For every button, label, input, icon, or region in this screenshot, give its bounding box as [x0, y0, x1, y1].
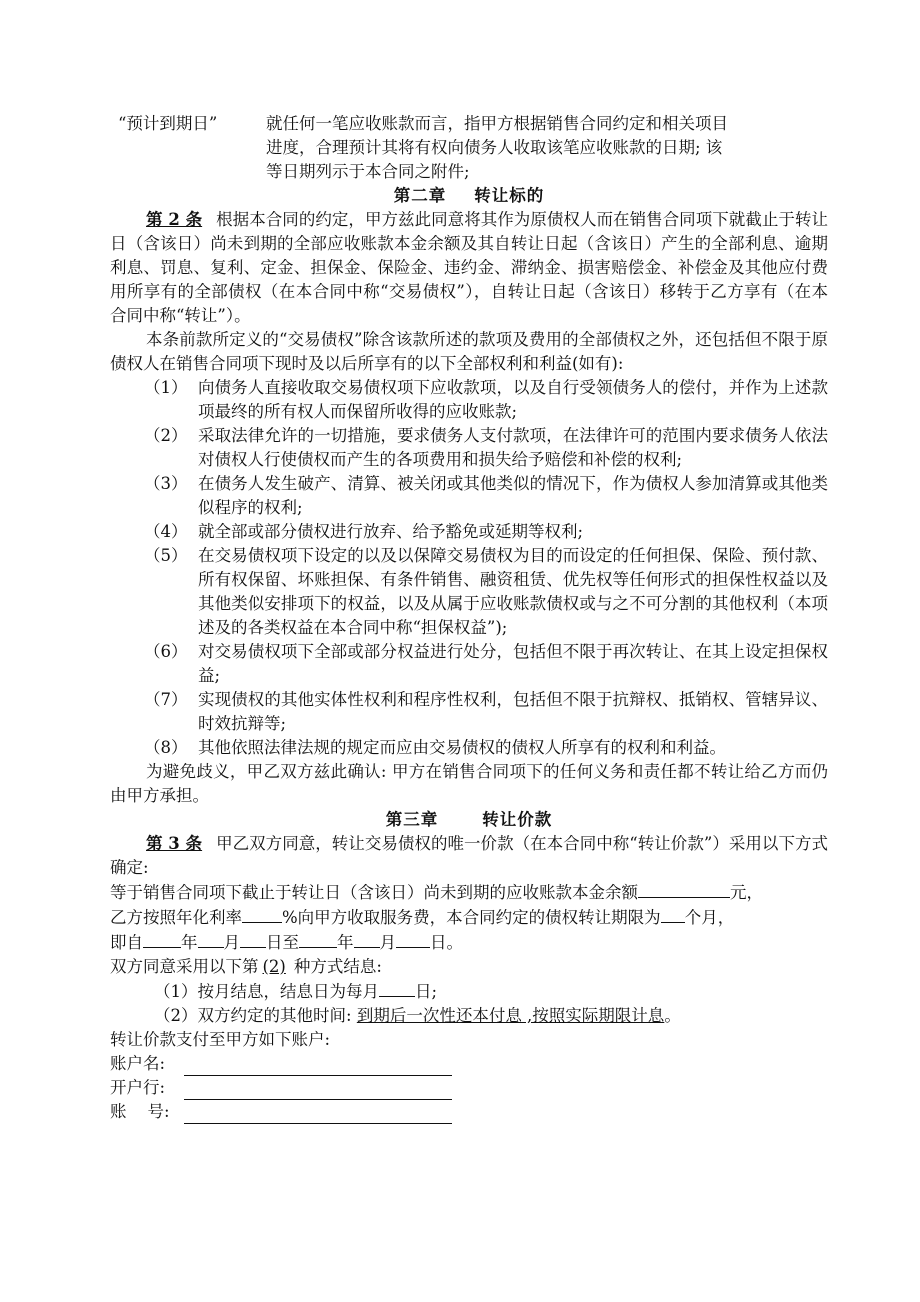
definition-row: [110, 112, 828, 184]
list-item: [110, 736, 828, 760]
definition-line: 等日期列示于本合同之附件;: [266, 162, 470, 181]
item-number: （3）: [144, 474, 188, 493]
start-month-blank[interactable]: [198, 930, 224, 948]
choice-text: 双方同意采用以下第: [110, 957, 259, 976]
list-item: [110, 424, 828, 472]
article-label: 第 3 条: [146, 834, 203, 853]
option-filled-value[interactable]: 到期后一次性还本付息 ,按照实际期限计息: [356, 1006, 665, 1025]
option-end: 日;: [415, 982, 438, 1001]
item-text: 向债务人直接收取交易债权项下应收款项，以及自行受领债务人的偿付，并作为上述款项最终的所有权人而保留所收得的应收账款;: [198, 378, 828, 421]
definition-line: 进度，合理预计其将有权向债务人收取该笔应收账款的日期; 该: [266, 138, 723, 157]
day-to-label: 日至: [266, 933, 299, 952]
monthly-day-blank[interactable]: [379, 979, 415, 997]
account-name-label: 账户名:: [110, 1054, 166, 1073]
list-item: [110, 640, 828, 688]
end-year-blank[interactable]: [299, 930, 337, 948]
item-number: （1）: [144, 378, 188, 397]
item-number: （5）: [144, 546, 188, 565]
item-text: 在交易债权项下设定的以及以保障交易债权为目的而设定的任何担保、保险、预付款、所有权保留、坏账担保、有条件销售、融资租赁、优先权等任何形式的担保性权益以及其他类似安排项下的权益，以及从属于应收账款债权或与之不可分割的其他权利（本项述及的各类权益在本合同中称“担保权益”);: [198, 546, 828, 637]
list-item: [110, 544, 828, 640]
end-month-blank[interactable]: [354, 930, 380, 948]
article-text: 甲乙双方同意，转让交易债权的唯一价款（在本合同中称“转让价款”）采用以下方式确定:: [110, 834, 828, 877]
account-number-label: 账 号:: [110, 1102, 170, 1121]
interest-option-1: [110, 979, 828, 1004]
month-label: 月: [223, 933, 240, 952]
rate-blank[interactable]: [242, 905, 282, 923]
rate-line: [110, 905, 828, 930]
currency-unit: 元，: [730, 883, 763, 902]
chapter-title: 转让标的: [474, 186, 545, 205]
choice-text-end: 种方式结息:: [293, 957, 382, 976]
chapter-number: 第二章: [393, 186, 447, 205]
article-2-para-2: 本条前款所定义的“交易债权”除含该款所述的款项及费用的全部债权之外，还包括但不限于原债权人在销售合同项下现时及以后所享有的以下全部权利和利益(如有):: [110, 330, 828, 373]
item-text: 其他依照法律法规的规定而应由交易债权的债权人所享有的权利和利益。: [198, 738, 726, 757]
choice-value[interactable]: (2): [262, 957, 286, 976]
account-number-row: [110, 1100, 828, 1124]
item-text: 在债务人发生破产、清算、被关闭或其他类似的情况下，作为债权人参加清算或其他类似程序的权利;: [198, 474, 828, 517]
payment-account-intro: 转让价款支付至甲方如下账户:: [110, 1030, 331, 1049]
contract-page: [110, 112, 828, 1124]
item-text: 就全部或部分债权进行放弃、给予豁免或延期等权利;: [198, 522, 584, 541]
item-number: （2）: [144, 426, 188, 445]
period-from: 即自: [110, 933, 143, 952]
list-item: [110, 688, 828, 736]
item-text: 采取法律允许的一切措施，要求债务人支付款项，在法律许可的范围内要求债务人依法对债权人行使债权而产生的各项费用和损失给予赔偿和补偿的权利;: [198, 426, 828, 469]
item-number: （4）: [144, 522, 188, 541]
bank-row: [110, 1076, 828, 1100]
item-text: 实现债权的其他实体性权利和程序性权利，包括但不限于抗辩权、抵销权、管辖异议、时效抗辩等;: [198, 690, 828, 733]
chapter-3-heading: [110, 808, 828, 832]
account-name-row: [110, 1052, 828, 1076]
interest-option-2: [110, 1004, 828, 1028]
option-text: （2）双方约定的其他时间:: [154, 1006, 357, 1025]
item-number: （6）: [144, 642, 188, 661]
list-item: [110, 520, 828, 544]
rate-text: 乙方按照年化利率: [110, 908, 242, 927]
item-number: （7）: [144, 690, 188, 709]
option-end: 。: [664, 1006, 681, 1025]
definition-body: [266, 112, 828, 184]
period-line: [110, 930, 828, 955]
chapter-title: 转让价款: [482, 810, 553, 829]
account-number-blank[interactable]: [184, 1105, 452, 1124]
option-text: （1）按月结息，结息日为每月: [154, 982, 379, 1001]
start-day-blank[interactable]: [240, 930, 266, 948]
article-2: [110, 208, 828, 328]
end-day-blank[interactable]: [396, 930, 430, 948]
start-year-blank[interactable]: [143, 930, 181, 948]
term-months-blank[interactable]: [661, 905, 685, 923]
bank-label: 开户行:: [110, 1078, 166, 1097]
article-label: 第 2 条: [146, 210, 203, 229]
month-label: 月: [379, 933, 396, 952]
account-name-blank[interactable]: [184, 1057, 452, 1076]
list-item: [110, 472, 828, 520]
chapter-number: 第三章: [385, 810, 439, 829]
chapter-2-heading: [110, 184, 828, 208]
principal-line: [110, 880, 828, 905]
principal-text: 等于销售合同项下截止于转让日（含该日）尚未到期的应收账款本金余额: [110, 883, 638, 902]
interest-choice-line: [110, 955, 828, 979]
day-label: 日。: [430, 933, 463, 952]
item-number: （8）: [144, 738, 188, 757]
definition-line: 就任何一笔应收账款而言，指甲方根据销售合同约定和相关项目: [266, 114, 728, 133]
year-label: 年: [181, 933, 198, 952]
year-label: 年: [337, 933, 354, 952]
months-unit: 个月，: [684, 908, 735, 927]
bank-blank[interactable]: [184, 1081, 452, 1100]
article-3: [110, 832, 828, 880]
article-2-para-3: 为避免歧义，甲乙双方兹此确认: 甲方在销售合同项下的任何义务和责任都不转让给乙方而仍由甲方承担。: [110, 762, 828, 805]
principal-amount-blank[interactable]: [638, 880, 730, 898]
definition-term: “预计到期日”: [118, 114, 218, 133]
item-text: 对交易债权项下全部或部分权益进行处分，包括但不限于再次转让、在其上设定担保权益;: [198, 642, 828, 685]
list-item: [110, 376, 828, 424]
article-text: 根据本合同的约定，甲方兹此同意将其作为原债权人而在销售合同项下就截止于转让日（含该日）尚未到期的全部应收账款本金余额及其自转让日起（含该日）产生的全部利息、逾期利息、罚息、复利、定金、担保金、保险金、违约金、滞纳金、损害赔偿金、补偿金及其他应付费用所享有的全部债权（在本合同中称“交易债权”），自转让日起（含该日）移转于乙方享有（在本合同中称“转让”）。: [110, 210, 828, 325]
term-text: %向甲方收取服务费，本合同约定的债权转让期限为: [282, 908, 661, 927]
